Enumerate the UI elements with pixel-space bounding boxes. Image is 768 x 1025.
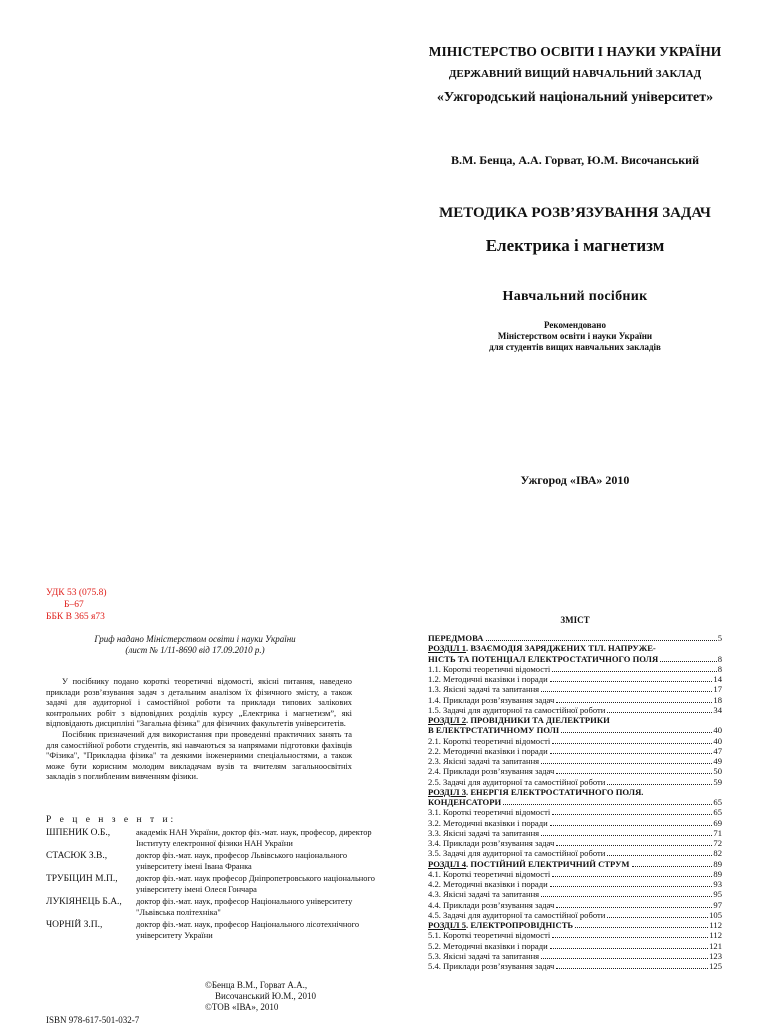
recommendation-line: Рекомендовано	[544, 320, 606, 330]
copyright-line: ©Бенца В.М., Горват А.А.,	[205, 980, 308, 990]
toc-item[interactable]	[428, 777, 722, 787]
recommendation-line: для студентів вищих навчальних закладів	[489, 342, 661, 352]
book-subject: Електрика і магнетизм	[485, 236, 665, 255]
toc-section-number: РОЗДІЛ 5	[428, 920, 467, 930]
toc-item-title: 3.5. Задачі для аудиторної та самостійної роботи	[428, 848, 606, 859]
toc-section[interactable]	[428, 643, 722, 653]
book-title: МЕТОДИКА РОЗВ’ЯЗУВАННЯ ЗАДАЧ	[439, 205, 711, 221]
toc-item-title: 3.1. Короткі теоретичні відомості	[428, 807, 551, 818]
reviewer	[46, 851, 376, 872]
toc-section[interactable]	[428, 859, 722, 869]
toc-page: 112	[709, 920, 722, 930]
toc-page: 59	[713, 776, 722, 787]
toc-item-title: 4.5. Задачі для аудиторної та самостійної роботи	[428, 909, 606, 920]
toc-section-cont[interactable]	[428, 797, 722, 807]
toc-item-title: 4.4. Приклади розв’язування задач	[428, 899, 555, 910]
reviewer	[46, 874, 376, 895]
toc-page: 14	[713, 674, 722, 684]
grif-line: Гриф надано Міністерством освіти і науки України	[94, 634, 296, 644]
toc-item[interactable]	[428, 951, 722, 961]
toc-item[interactable]	[428, 930, 722, 940]
udk-line: ББК В 365 я73	[46, 612, 105, 622]
copyright	[205, 980, 316, 1013]
toc-page: 105	[709, 909, 722, 920]
toc-item-title: 5.4. Приклади розв’язування задач	[428, 961, 555, 971]
toc-section-cont[interactable]	[428, 654, 722, 664]
reviewer-name: СТАСЮК З.В.,	[46, 851, 108, 861]
abstract	[46, 677, 352, 783]
toc-page: 69	[713, 817, 722, 828]
toc-section[interactable]	[428, 920, 722, 930]
institution-heading: ДЕРЖАВНИЙ ВИЩИЙ НАВЧАЛЬНИЙ ЗАКЛАД	[448, 68, 702, 80]
toc-item-title: 4.1. Короткі теоретичні відомості	[428, 868, 551, 879]
toc-item[interactable]	[428, 705, 722, 715]
toc-page: 5	[717, 633, 722, 643]
toc-section-title: . ПРОВІДНИКИ ТА ДІЕЛЕКТРИКИ	[466, 715, 610, 725]
toc-page: 82	[713, 848, 722, 859]
reviewer-name: ШПЕНИК О.Б.,	[46, 828, 111, 838]
toc-item[interactable]	[428, 746, 722, 756]
toc-page: 89	[713, 868, 722, 879]
toc-page: 40	[713, 725, 722, 736]
toc-item[interactable]	[428, 838, 722, 848]
grif-line: (лист № 1/11-8690 від 17.09.2010 р.)	[125, 645, 265, 655]
university-name: «Ужгородський національний університет»	[436, 90, 714, 105]
toc-page: 72	[713, 838, 722, 848]
toc-title: ЗМІСТ	[560, 615, 590, 625]
toc-item[interactable]	[428, 848, 722, 858]
toc-item[interactable]	[428, 961, 722, 971]
toc-page: 8	[717, 653, 722, 664]
toc-item[interactable]	[428, 684, 722, 694]
toc-section-title: . ЕЛЕКТРОПРОВІДНІСТЬ	[466, 920, 574, 930]
toc-item-title: 2.2. Методичні вказівки і поради	[428, 745, 548, 756]
toc-item-title: 5.3. Якісні задачі та запитання	[428, 950, 540, 961]
copyright-line: Височанський Ю.М., 2010	[215, 991, 317, 1001]
isbn: ISBN 978-617-501-032-7	[46, 1015, 140, 1025]
toc-item-title: 1.1. Короткі теоретичні відомості	[428, 663, 551, 674]
recommendation	[400, 320, 750, 353]
toc-page: 34	[713, 704, 722, 715]
toc-item-title: 2.4. Приклади розв’язування задач	[428, 766, 555, 777]
toc-item[interactable]	[428, 807, 722, 817]
reviewer-desc: академік НАН України, доктор фіз.-мат. наук, професор, директор Інституту електронної фізики НАН України	[136, 828, 372, 848]
toc-item[interactable]	[428, 879, 722, 889]
reviewer-desc: доктор фіз.-мат. наук, професор Львівського національного університету імені Івана Франка	[136, 851, 348, 871]
reviewer	[46, 828, 376, 849]
toc-page: 49	[713, 756, 722, 766]
grif-note	[30, 634, 360, 656]
toc-page: 95	[713, 889, 722, 900]
toc-item[interactable]	[428, 869, 722, 879]
reviewer-desc: доктор фіз.-мат. наук, професор Національного університету "Львівська політехніка"	[136, 897, 353, 917]
reviewer	[46, 897, 376, 918]
toc-item-title: 3.3. Якісні задачі та запитання	[428, 827, 540, 838]
toc-section-number: РОЗДІЛ 2	[428, 715, 467, 725]
toc-item-title: 1.5. Задачі для аудиторної та самостійної роботи	[428, 704, 606, 715]
toc-page: 47	[713, 745, 722, 756]
toc-page: 8	[717, 663, 722, 674]
reviewers-list	[46, 828, 376, 941]
toc-page: 89	[713, 858, 722, 869]
toc-item-title: 1.3. Якісні задачі та запитання	[428, 684, 540, 695]
toc-section-cont[interactable]	[428, 725, 722, 735]
toc-item-title: 4.2. Методичні вказівки і поради	[428, 879, 548, 889]
toc-section-number: РОЗДІЛ 1	[428, 643, 467, 654]
toc-page: 65	[713, 797, 722, 807]
toc-page: 97	[713, 899, 722, 910]
toc-section[interactable]	[428, 787, 722, 797]
ministry-heading: МІНІСТЕРСТВО ОСВІТИ І НАУКИ УКРАЇНИ	[428, 44, 722, 59]
toc-item-title: 1.2. Методичні вказівки і поради	[428, 674, 548, 684]
recommendation-line: Міністерством освіти і науки України	[497, 331, 653, 341]
toc-item-title: 3.2. Методичні вказівки і поради	[428, 817, 548, 828]
abstract-paragraph: Посібник призначений для використання при проведенні практичних занять та для самостійної роботи студентів, які навчаються за напрямами підготовки фахівців "Фізика", "Прикладна фізика" та деякими інженерними спеціальностями, а також може бути корисним молодим викладачам вузів та вчителям загальноосвітніх закладів з поглибленим вивченням фізики.	[46, 729, 352, 782]
reviewer-desc: доктор фіз.-мат. наук, професор Національного лісотехнічного університету України	[136, 920, 360, 940]
toc-item-title: 5.2. Методичні вказівки і поради	[428, 940, 548, 951]
toc-page: 121	[709, 940, 722, 951]
authors: В.М. Бенца, А.А. Горват, Ю.М. Височанський	[450, 153, 700, 167]
toc-section[interactable]	[428, 715, 722, 725]
udk-block	[46, 587, 107, 623]
toc-item[interactable]	[428, 695, 722, 705]
reviewer	[46, 920, 376, 941]
toc-intro[interactable]	[428, 633, 722, 643]
toc-page: 18	[713, 694, 722, 705]
toc-section-number: РОЗДІЛ 3	[428, 786, 467, 797]
toc-item[interactable]	[428, 818, 722, 828]
reviewer-name: ТРУБІЦИН М.П.,	[46, 874, 118, 884]
toc-section-title: . ЕНЕРГІЯ ЕЛЕКТРОСТАТИЧНОГО ПОЛЯ.	[466, 786, 644, 797]
toc-item[interactable]	[428, 910, 722, 920]
toc-page: 40	[713, 735, 722, 746]
toc-page: 71	[713, 827, 722, 838]
udk-line: УДК 53 (075.8)	[46, 588, 107, 598]
toc-item-title: 2.1. Короткі теоретичні відомості	[428, 735, 551, 746]
toc-page: 123	[709, 950, 722, 961]
toc-section-title: НІСТЬ ТА ПОТЕНЦІАЛ ЕЛЕКТРОСТАТИЧНОГО ПОЛЯ	[428, 653, 659, 664]
city-year: Ужгород «ІВА» 2010	[520, 473, 630, 487]
toc-item[interactable]	[428, 736, 722, 746]
toc-section-title: . ПОСТІЙНИЙ ЕЛЕКТРИЧНИЙ СТРУМ	[466, 858, 630, 869]
toc-item[interactable]	[428, 756, 722, 766]
toc-page: 125	[709, 961, 722, 971]
reviewer-name: ЛУКІЯНЕЦЬ Б.А.,	[46, 897, 122, 907]
toc-item[interactable]	[428, 900, 722, 910]
udk-line: Б–67	[64, 600, 84, 610]
toc-section-title: В ЕЛЕКТРСТАТИЧНОМУ ПОЛІ	[428, 725, 560, 736]
toc-page: 50	[713, 766, 722, 777]
reviewer-desc: доктор фіз.-мат. наук професор Дніпропетровського національного університету імені Олеся Гончара	[136, 874, 375, 894]
toc-item-title: 5.1. Короткі теоретичні відомості	[428, 930, 551, 941]
table-of-contents	[428, 633, 722, 971]
abstract-paragraph: У посібнику подано короткі теоретичні відомості, якісні питання, наведено приклади розв’язування задач з детальним аналізом їх фізичного змісту, а також задачі для аудиторної і самостійної роботи та приклади типових залікових контрольних робіт з відповідних розділів курсу „Електрика і магнетизм”, які відповідають дисципліні "Загальна фізика" для фізичних факультетів університетів.	[46, 677, 352, 729]
toc-page: 112	[709, 930, 722, 941]
toc-item-title: 2.3. Якісні задачі та запитання	[428, 756, 540, 766]
reviewers-title: Р е ц е н з е н т и:	[46, 815, 177, 825]
toc-section-title: КОНДЕНСАТОРИ	[428, 797, 502, 807]
toc-item[interactable]	[428, 664, 722, 674]
toc-item[interactable]	[428, 889, 722, 899]
reviewer-name: ЧОРНІЙ З.П.,	[46, 920, 103, 930]
toc-section-title: . ВЗАЄМОДІЯ ЗАРЯДЖЕНИХ ТІЛ. НАПРУЖЕ-	[466, 643, 656, 654]
book-kind: Навчальний посібник	[502, 289, 648, 304]
toc-intro-label: ПЕРЕДМОВА	[428, 633, 484, 643]
toc-item[interactable]	[428, 941, 722, 951]
toc-item[interactable]	[428, 674, 722, 684]
copyright-line: ©ТОВ «ІВА», 2010	[205, 1002, 279, 1012]
toc-item-title: 4.3. Якісні задачі та запитання	[428, 889, 540, 900]
toc-item[interactable]	[428, 828, 722, 838]
toc-page: 17	[713, 684, 722, 695]
toc-item-title: 2.5. Задачі для аудиторної та самостійної роботи	[428, 776, 606, 787]
toc-page: 93	[713, 879, 722, 889]
toc-section-number: РОЗДІЛ 4	[428, 858, 467, 869]
toc-item-title: 1.4. Приклади розв’язування задач	[428, 694, 555, 705]
toc-page: 65	[713, 807, 722, 818]
toc-item-title: 3.4. Приклади розв’язування задач	[428, 838, 555, 848]
toc-item[interactable]	[428, 766, 722, 776]
